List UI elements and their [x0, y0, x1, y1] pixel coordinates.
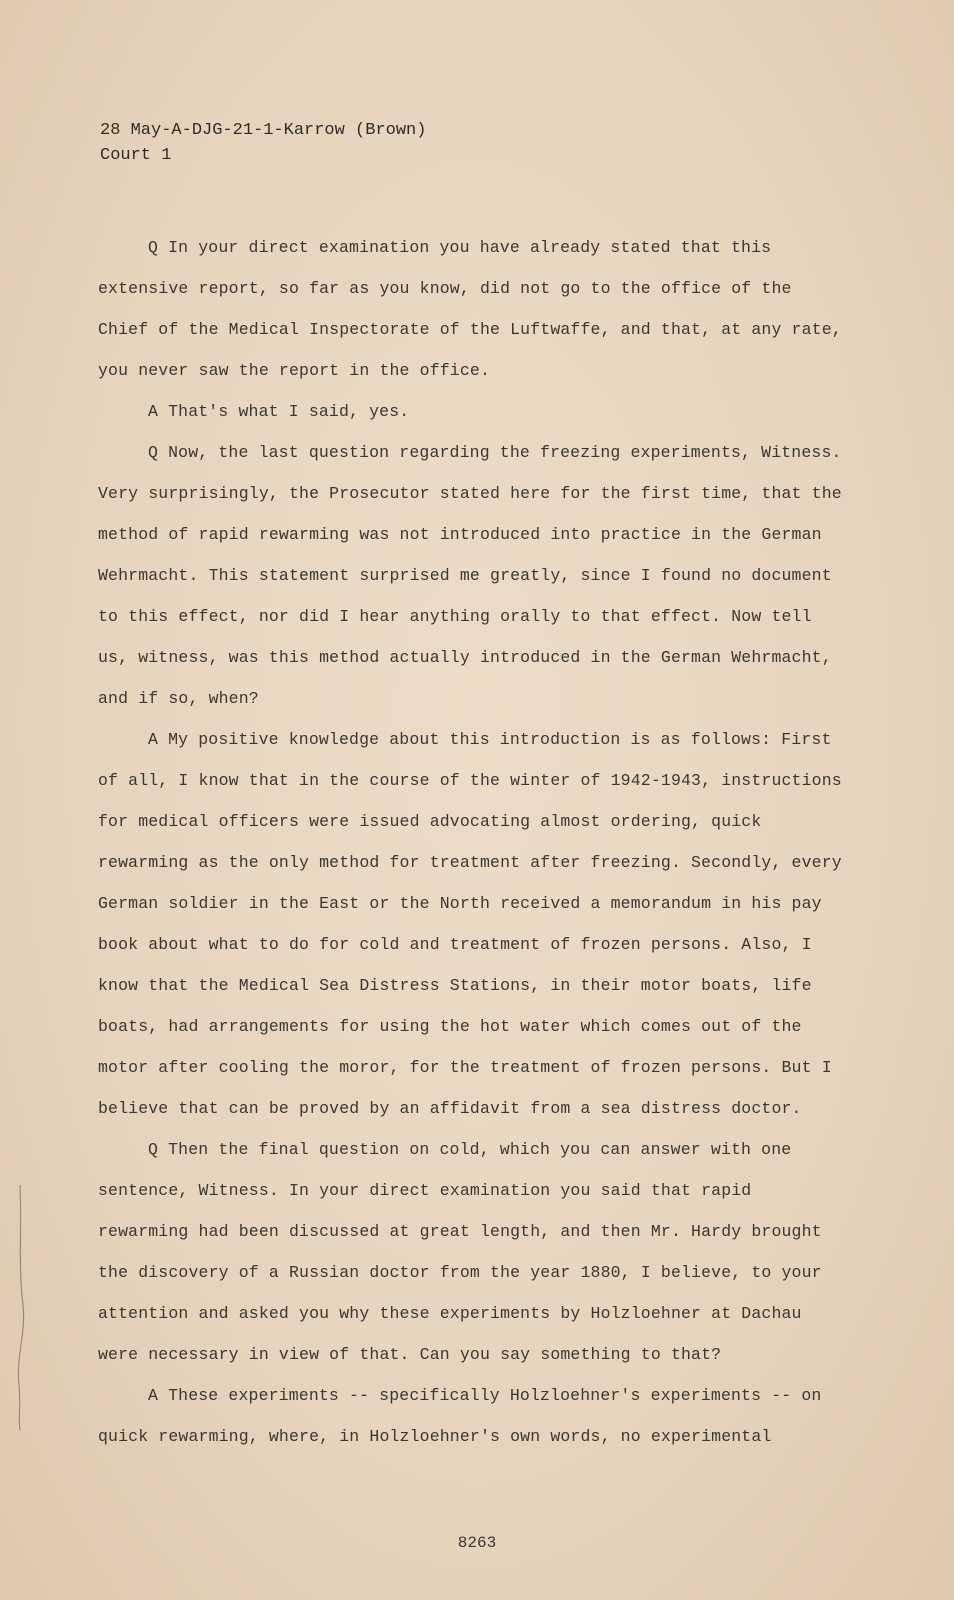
transcript-paragraph: Q Then the final question on cold, which you can answer with one sentence, Witness. In your direct examination you said that rapid rewarming had been discussed at great length, and then Mr. Hardy brought the discovery of a Russian doctor from the year 1880, I believe, to your attention and asked you why these experiments by Holzloehner at Dachau were necessary in view of that. Can you say something to that? — [98, 1140, 822, 1364]
header-reference: 28 May-A-DJG-21-1-Karrow (Brown) — [100, 121, 427, 140]
document-header — [100, 118, 426, 168]
transcript-paragraph: A My positive knowledge about this introduction is as follows: First of all, I know that in the course of the winter of 1942-1943, instructions for medical officers were issued advocating almost ordering, quick rewarming as the only method for treatment after freezing. Secondly, every German soldier in the East or the North received a memorandum in his pay book about what to do for cold and treatment of frozen persons. Also, I know that the Medical Sea Distress Stations, in their motor boats, life boats, had arrangements for using the hot water which comes out of the motor after cooling the moror, for the treatment of frozen persons. But I believe that can be proved by an affidavit from a sea distress doctor. — [98, 730, 842, 1118]
transcript-body — [98, 227, 844, 1457]
header-court: Court 1 — [100, 146, 172, 165]
transcript-paragraph: A These experiments -- specifically Holzloehner's experiments -- on quick rewarming, where, in Holzloehner's own words, no experimental — [98, 1386, 822, 1446]
transcript-paragraph: Q In your direct examination you have already stated that this extensive report, so far as you know, did not go to the office of the Chief of the Medical Inspectorate of the Luftwaffe, and that, at any rate, you never saw the report in the office. — [98, 238, 842, 380]
margin-pencil-mark — [10, 1185, 30, 1430]
page-number: 8263 — [457, 1534, 497, 1552]
transcript-paragraph: Q Now, the last question regarding the freezing experiments, Witness. Very surprisingly, the Prosecutor stated here for the first time, that the method of rapid rewarming was not introduced into practice in the German Wehrmacht. This statement surprised me greatly, since I found no document to this effect, nor did I hear anything orally to that effect. Now tell us, witness, was this method actually introduced in the German Wehrmacht, and if so, when? — [98, 443, 842, 708]
transcript-paragraph: A That's what I said, yes. — [148, 402, 410, 421]
